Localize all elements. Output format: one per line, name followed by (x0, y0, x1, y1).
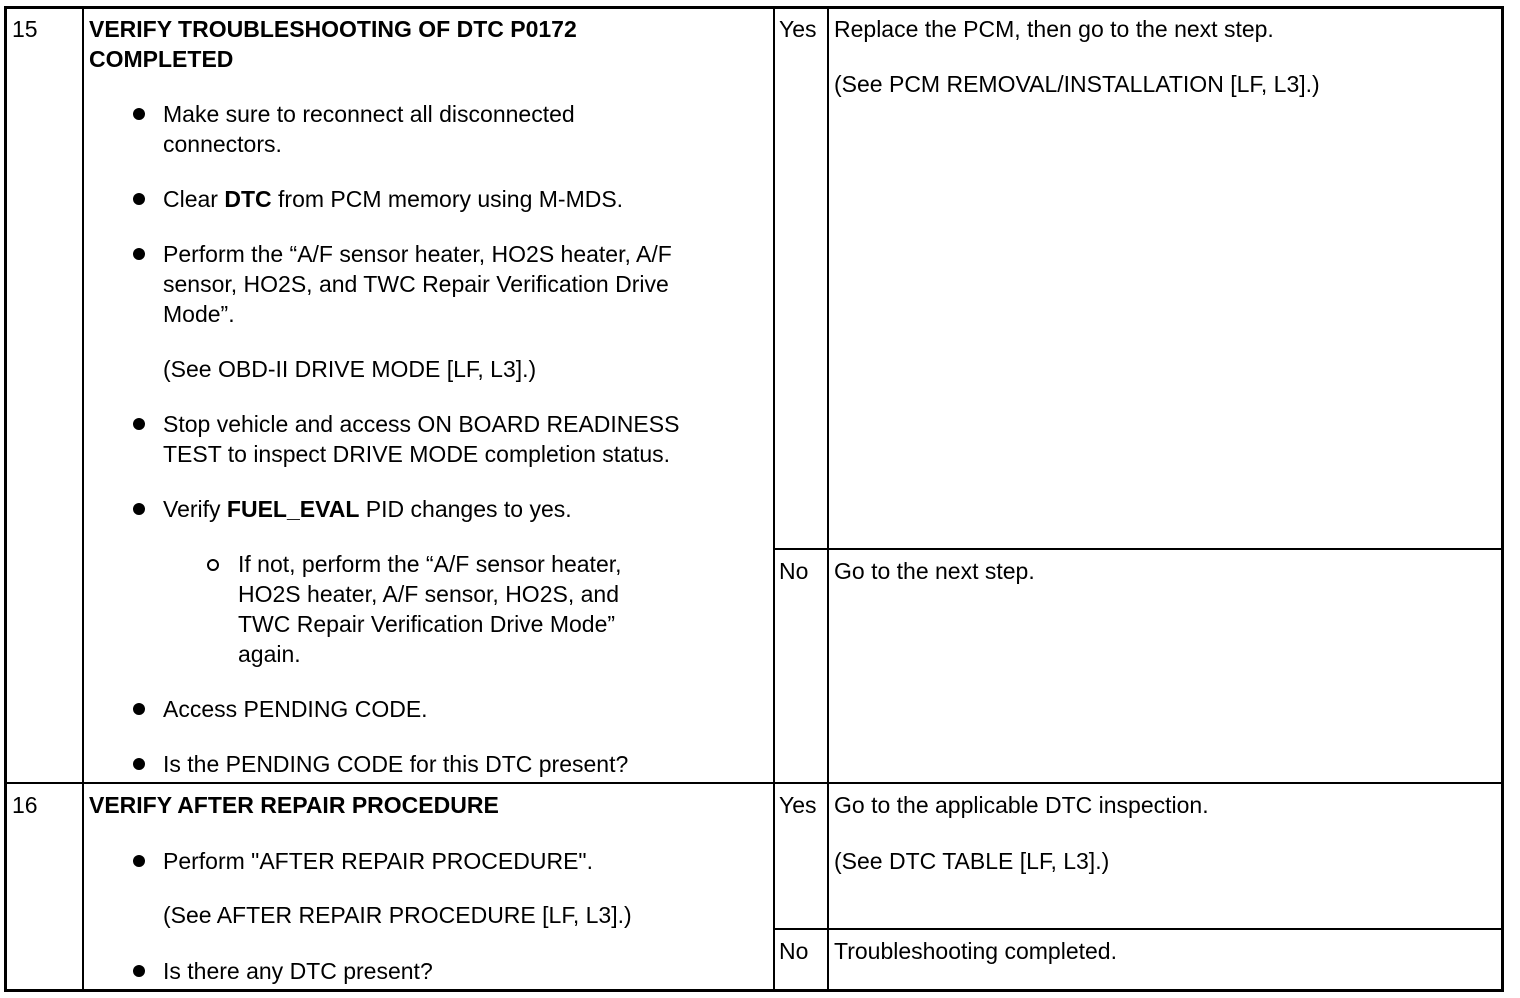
no-label: No (779, 558, 809, 584)
see-reference: (See AFTER REPAIR PROCEDURE [LF, L3].) (163, 902, 632, 928)
bullet-icon (133, 418, 145, 430)
see-reference: (See OBD-II DRIVE MODE [LF, L3].) (163, 356, 537, 382)
step-number: 16 (12, 792, 38, 818)
bullet-icon (133, 703, 145, 715)
bullet-icon (133, 855, 145, 867)
step-number: 15 (12, 16, 38, 42)
bullet-icon (133, 108, 145, 120)
yes-label: Yes (779, 792, 817, 818)
step-title: VERIFY AFTER REPAIR PROCEDURE (89, 792, 499, 818)
action-text: TEST to inspect DRIVE MODE completion status. (163, 441, 671, 467)
no-result: Go to the next step. (834, 558, 1035, 584)
action-text: Stop vehicle and access ON BOARD READINESS (163, 411, 680, 437)
bullet-icon (133, 758, 145, 770)
yes-result-reference: (See DTC TABLE [LF, L3].) (834, 848, 1110, 874)
step-title: COMPLETED (89, 46, 234, 72)
action-text: Verify FUEL_EVAL PID changes to yes. (163, 496, 572, 522)
column-divider-step (82, 8, 84, 990)
action-text: Perform the “A/F sensor heater, HO2S heater, A/F (163, 241, 672, 267)
action-text: Perform "AFTER REPAIR PROCEDURE". (163, 848, 593, 874)
yes-result: Replace the PCM, then go to the next step. (834, 16, 1274, 42)
yes-result-reference: (See PCM REMOVAL/INSTALLATION [LF, L3].) (834, 71, 1320, 97)
action-text: Mode”. (163, 301, 235, 327)
sub-action-text: TWC Repair Verification Drive Mode” (238, 611, 616, 637)
sub-action-text: again. (238, 641, 301, 667)
action-text: connectors. (163, 131, 282, 157)
step-title: VERIFY TROUBLESHOOTING OF DTC P0172 (89, 16, 577, 42)
row-divider-16-yes-no (773, 928, 1502, 930)
column-divider-result (827, 8, 829, 990)
no-result: Troubleshooting completed. (834, 938, 1117, 964)
column-divider-action (773, 8, 775, 990)
action-text: Clear DTC from PCM memory using M-MDS. (163, 186, 624, 212)
action-text: sensor, HO2S, and TWC Repair Verification Drive (163, 271, 669, 297)
sub-action-text: If not, perform the “A/F sensor heater, (238, 551, 622, 577)
yes-result: Go to the applicable DTC inspection. (834, 792, 1209, 818)
yes-label: Yes (779, 16, 817, 42)
bullet-icon (133, 193, 145, 205)
bullet-icon (133, 248, 145, 260)
action-text: Access PENDING CODE. (163, 696, 428, 722)
no-label: No (779, 938, 809, 964)
sub-bullet-icon (207, 559, 219, 571)
action-text: Is there any DTC present? (163, 958, 433, 984)
row-divider-15-16 (6, 782, 1502, 784)
bullet-icon (133, 503, 145, 515)
action-text: Is the PENDING CODE for this DTC present? (163, 751, 629, 777)
row-divider-15-yes-no (773, 548, 1502, 550)
bullet-icon (133, 965, 145, 977)
action-text: Make sure to reconnect all disconnected (163, 101, 575, 127)
sub-action-text: HO2S heater, A/F sensor, HO2S, and (238, 581, 619, 607)
